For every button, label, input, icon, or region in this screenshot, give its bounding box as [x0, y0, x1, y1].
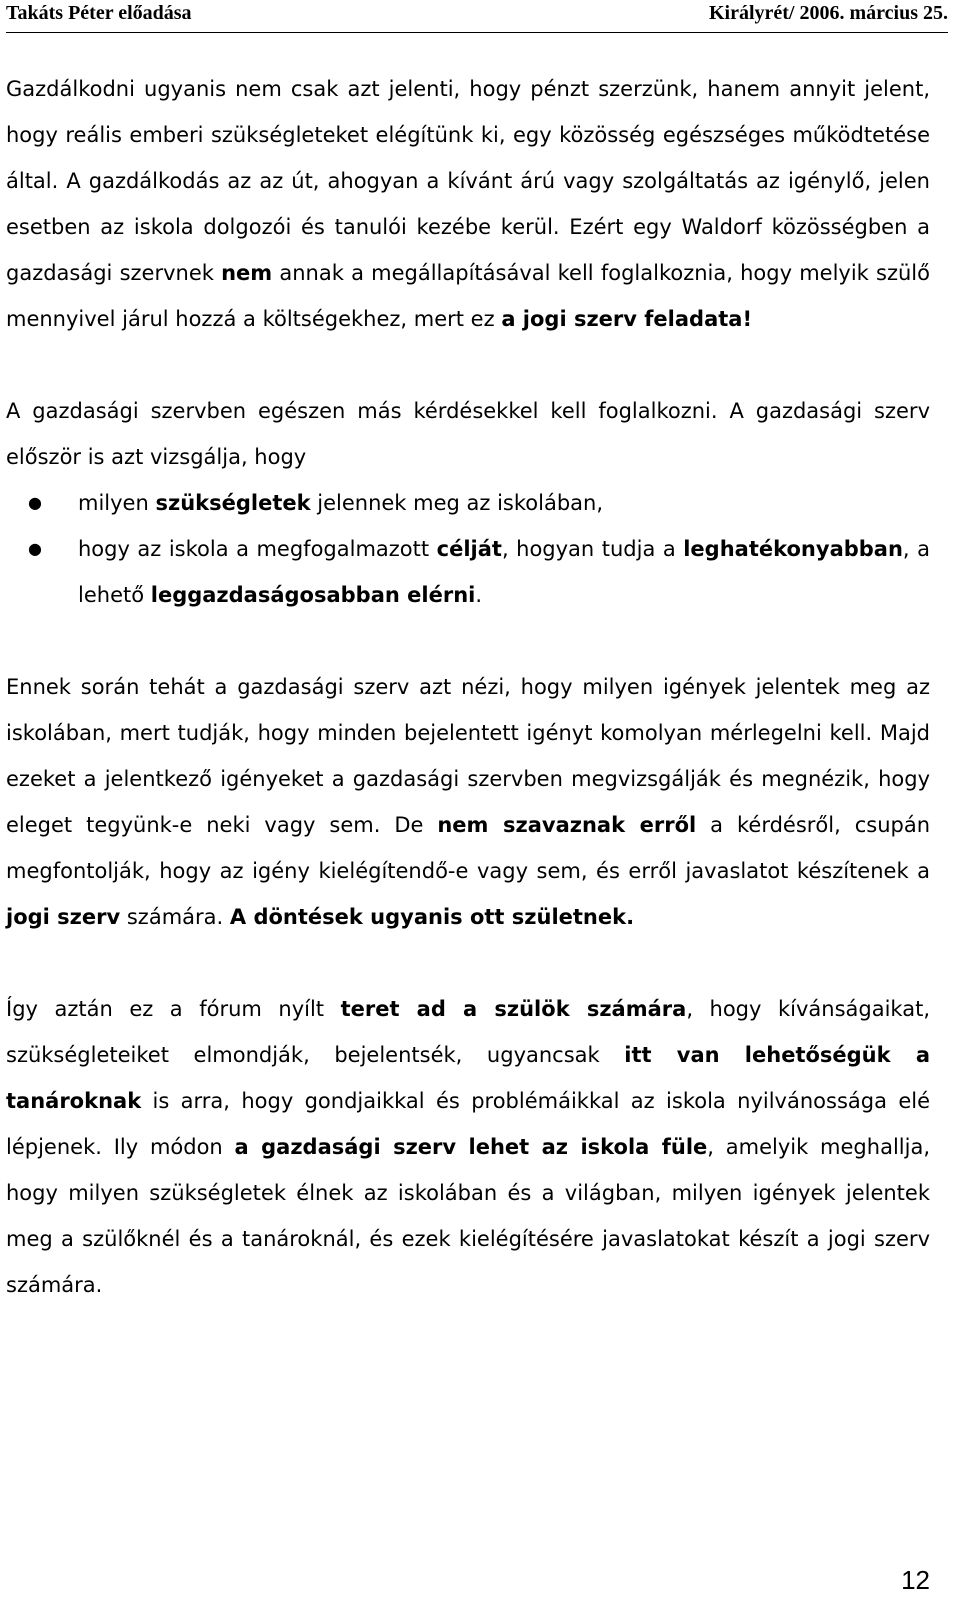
paragraph-forum — [6, 986, 930, 1308]
page-header — [6, 0, 948, 33]
bullet-list — [6, 480, 930, 618]
document-body — [6, 66, 930, 1308]
bold-text-run: a jogi szerv feladata! — [501, 307, 753, 331]
paragraph-gazdalkodas — [6, 66, 930, 342]
text-run: számára. — [120, 905, 230, 929]
bold-text-run: nem — [221, 261, 273, 285]
text-run: annak a megállapításával kell foglalkoznia, hogy melyik szülő mennyivel járul hozzá a költségekhez, mert ez — [6, 261, 930, 331]
text-run: A gazdasági szervben egészen más kérdésekkel kell foglalkozni. A gazdasági szerv először is azt vizsgálja, hogy — [6, 399, 930, 469]
text-run: Gazdálkodni ugyanis nem csak azt jelenti, hogy pénzt szerzünk, hanem annyit jelent, hogy reális emberi szükségleteket elégítünk ki, egy közösség egészséges működtetése által. A gazdálkodás az az út, ahogyan a kívánt árú vagy szolgáltatás az igénylő, jelen esetben az iskola dolgozói és tanulói kezébe kerül. Ezért egy Waldorf közösségben a gazdasági szervnek — [6, 77, 930, 285]
list-item — [6, 480, 930, 526]
list-item-text — [78, 491, 603, 515]
header-author: Takáts Péter előadása — [6, 2, 192, 24]
text-run: , a lehető — [78, 537, 930, 607]
bold-text-run: a gazdasági szerv lehet az iskola füle — [234, 1135, 708, 1159]
text-run: , hogyan tudja a — [501, 537, 684, 561]
bold-text-run: leghatékonyabban — [683, 537, 903, 561]
page-number: 12 — [901, 1565, 930, 1595]
bold-text-run: célját — [436, 537, 502, 561]
header-event-date: Királyrét/ 2006. március 25. — [708, 2, 948, 24]
text-run: milyen — [78, 491, 156, 515]
text-run: Ennek során tehát a gazdasági szerv azt nézi, hogy milyen igények jelentek meg az iskolában, mert tudják, hogy minden bejelentett igényt komolyan mérlegelni kell. Majd ezeket a jelentkező igényeket a gazdasági szervben megvizsgálják és megnézik, hogy eleget tegyünk-e neki vagy sem. De — [6, 675, 930, 837]
list-item-text — [78, 537, 930, 607]
text-run: Így aztán ez a fórum nyílt — [6, 997, 341, 1021]
text-run: a kérdésről, csupán megfontolják, hogy az igény kielégítendő-e vagy sem, és erről javaslatot készítenek a — [6, 813, 931, 883]
bold-text-run: itt van lehetőségük a tanároknak — [6, 1043, 930, 1113]
bold-text-run: leggazdaságosabban elérni — [150, 583, 476, 607]
text-run: , amelyik meghallja, hogy milyen szükségletek élnek az iskolában és a világban, milyen igények jelentek meg a szülőknél és a tanároknál, és ezek kielégítésére javaslatokat készít a jogi szerv számára. — [6, 1135, 930, 1297]
bold-text-run: teret ad a szülök számára — [340, 997, 687, 1021]
list-item — [6, 526, 930, 618]
paragraph-gazdasagi-szerv-kerdesei — [6, 388, 930, 480]
bold-text-run: szükségletek — [155, 491, 311, 515]
text-run: hogy az iskola a megfogalmazott — [78, 537, 437, 561]
bold-text-run: nem szavaznak erről — [437, 813, 697, 837]
bullet-icon: ● — [28, 539, 42, 558]
bullet-icon: ● — [28, 493, 42, 512]
bold-text-run: A döntések ugyanis ott születnek. — [229, 905, 635, 929]
text-run: , hogy kívánságaikat, szükségleteiket elmondják, bejelentsék, ugyancsak — [6, 997, 930, 1067]
paragraph-igenyek-merlegelese — [6, 664, 930, 940]
text-run: jelennek meg az iskolában, — [310, 491, 604, 515]
text-run: . — [475, 583, 483, 607]
text-run: is arra, hogy gondjaikkal és problémáikkal az iskola nyilvánossága elé lépjenek. Ily módon — [6, 1089, 930, 1159]
bold-text-run: jogi szerv — [6, 905, 121, 929]
